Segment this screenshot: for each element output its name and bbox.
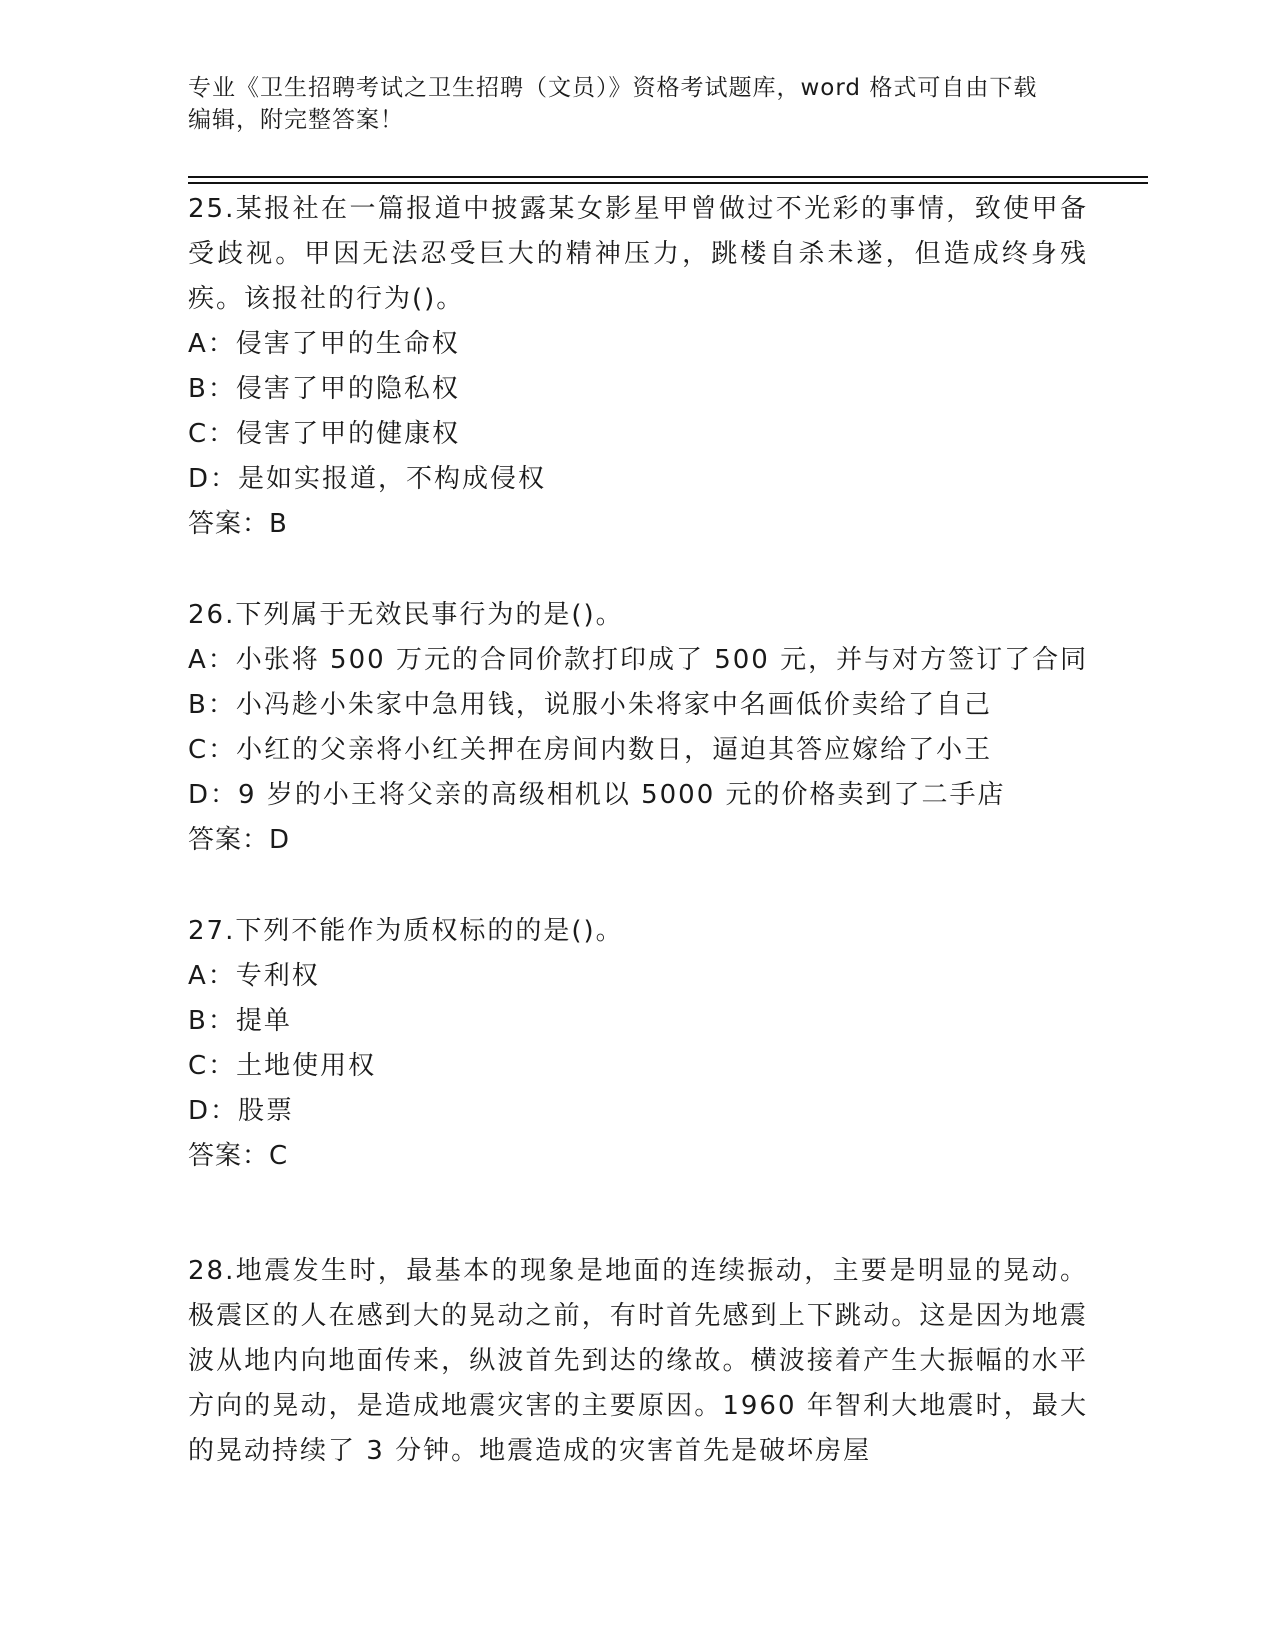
spacer bbox=[188, 1179, 1088, 1249]
option-a: A：小张将 500 万元的合同价款打印成了 500 元，并与对方签订了合同 bbox=[188, 645, 1089, 675]
option-b: B：提单 bbox=[188, 1006, 292, 1036]
header-line-1: 专业《卫生招聘考试之卫生招聘（文员）》资格考试题库，word 格式可自由下载 bbox=[188, 75, 1038, 101]
question-27 bbox=[188, 909, 1088, 1179]
answer-line: 答案：C bbox=[188, 1141, 289, 1171]
header-rule-top bbox=[188, 176, 1148, 178]
question-25 bbox=[188, 187, 1088, 547]
question-26 bbox=[188, 593, 1088, 863]
option-c: C：土地使用权 bbox=[188, 1051, 377, 1081]
answer-line: 答案：D bbox=[188, 825, 291, 855]
option-b: B：侵害了甲的隐私权 bbox=[188, 374, 460, 404]
document-header bbox=[188, 72, 1088, 136]
option-a: A：专利权 bbox=[188, 961, 320, 991]
option-c: C：小红的父亲将小红关押在房间内数日，逼迫其答应嫁给了小王 bbox=[188, 735, 993, 765]
question-list bbox=[188, 187, 1088, 1474]
header-line-2: 编辑，附完整答案！ bbox=[188, 107, 404, 133]
option-d: D：是如实报道，不构成侵权 bbox=[188, 464, 547, 494]
question-stem: 27.下列不能作为质权标的的是()。 bbox=[188, 916, 624, 946]
spacer bbox=[188, 547, 1088, 593]
question-stem: 28.地震发生时，最基本的现象是地面的连续振动，主要是明显的晃动。极震区的人在感到大的晃动之前，有时首先感到上下跳动。这是因为地震波从地内向地面传来，纵波首先到达的缘故。横波接着产生大振幅的水平方向的晃动，是造成地震灾害的主要原因。1960 年智利大地震时，最大的晃动持续了 3 分钟。地震造成的灾害首先是破坏房屋 bbox=[188, 1256, 1088, 1466]
option-b: B：小冯趁小朱家中急用钱，说服小朱将家中名画低价卖给了自己 bbox=[188, 690, 992, 720]
option-d: D：股票 bbox=[188, 1096, 295, 1126]
question-stem: 25.某报社在一篇报道中披露某女影星甲曾做过不光彩的事情，致使甲备受歧视。甲因无法忍受巨大的精神压力，跳楼自杀未遂，但造成终身残疾。该报社的行为()。 bbox=[188, 194, 1088, 314]
question-28 bbox=[188, 1249, 1088, 1474]
option-a: A：侵害了甲的生命权 bbox=[188, 329, 460, 359]
option-d: D：9 岁的小王将父亲的高级相机以 5000 元的价格卖到了二手店 bbox=[188, 780, 1006, 810]
spacer bbox=[188, 863, 1088, 909]
question-stem: 26.下列属于无效民事行为的是()。 bbox=[188, 600, 624, 630]
option-c: C：侵害了甲的健康权 bbox=[188, 419, 461, 449]
answer-line: 答案：B bbox=[188, 509, 288, 539]
header-rule-bottom bbox=[188, 182, 1148, 184]
